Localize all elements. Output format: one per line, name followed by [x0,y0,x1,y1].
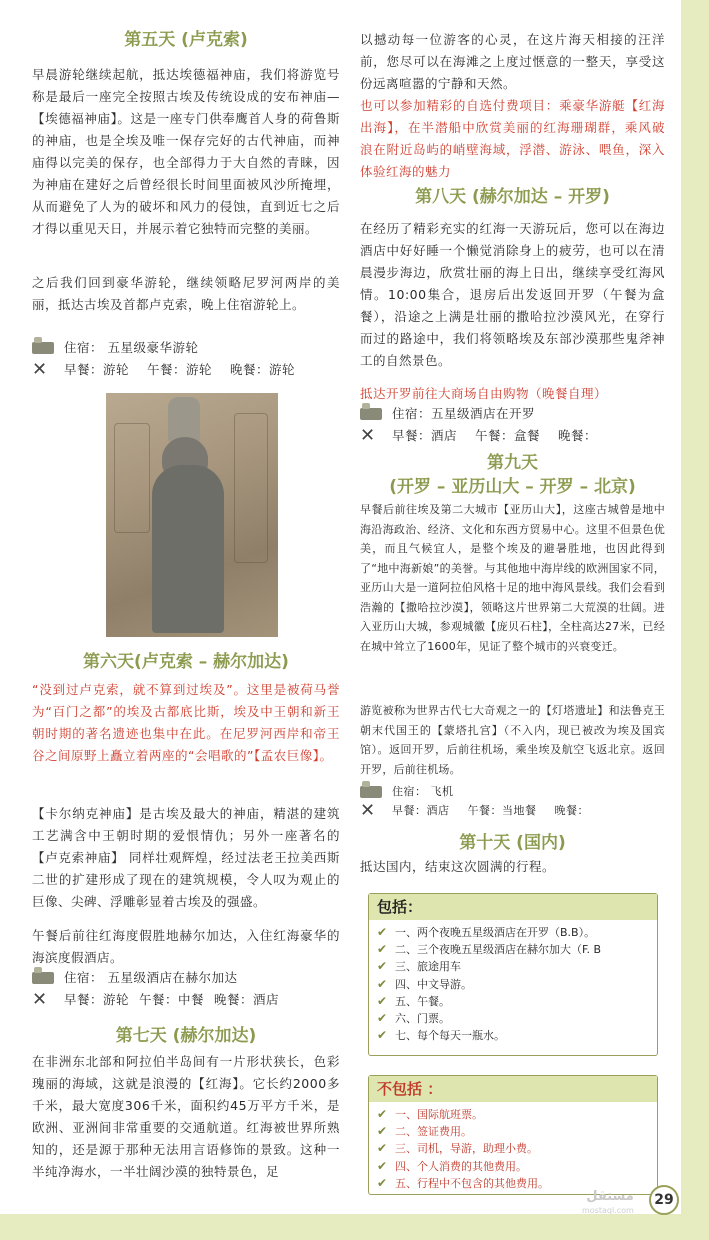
day5-stay-row [32,338,198,358]
day8-title: 第八天 (赫尔加达 – 开罗) [415,187,610,207]
day9-title: 第九天 [487,453,538,473]
list-item: ✔ 二、三个夜晚五星级酒店在赫尔加大（F. B [369,941,657,958]
check-icon: ✔ [377,976,388,991]
list-item: ✔ 三、司机，导游，助理小费。 [369,1140,657,1157]
list-item: ✔ 一、两个夜晚五星级酒店在开罗（B.B）。 [369,924,657,941]
bed-icon [360,783,384,801]
list-item: ✔ 二、签证费用。 [369,1123,657,1140]
day9-breakfast: 早餐：酒店 [392,804,450,817]
check-icon: ✔ [377,1141,388,1156]
day5-paragraph-2: 之后我们回到豪华游轮，继续领略尼罗河两岸的美丽，抵达古埃及首都卢克索，晚上住宿游轮上。 [32,275,340,312]
day9-stay: 住宿： 飞机 [392,785,454,798]
day6-meals-row [32,990,279,1010]
list-item: ✔ 三、旅途用车 [369,958,657,975]
day5-breakfast: 早餐：游轮 [64,362,130,377]
watermark-logo: مستقل mostaql.com [582,1189,634,1215]
day5-title: 第五天 (卢克索) [124,30,248,50]
day8-breakfast: 早餐：酒店 [392,428,458,443]
day6-dinner: 晚餐：酒店 [214,992,280,1007]
day9-lunch: 午餐：当地餐 [467,804,537,817]
day8-stay-row [360,404,535,424]
check-icon: ✔ [377,942,388,957]
day5-paragraph-1: 早晨游轮继续起航，抵达埃德福神庙，我们将游览号称是最后一座完全按照古埃及传统设成的安布神庙—【埃德福神庙】。这是一座专门供奉鹰首人身的荷鲁斯的神庙，也是全埃及唯一保存完好的古代神庙，而神庙得以完美的保存，也全部得力于大自然的青睐，因为神庙在建好之后曾经很长时间里面被风沙所掩埋，从而避免了人为的破坏和风力的侵蚀，直到近七之后才得以重见天日，并展示着它独特而完整的美丽。 [32,67,340,236]
excludes-box [368,1075,658,1195]
list-item: ✔ 五、午餐。 [369,993,657,1010]
day5-meals-row [32,360,295,380]
day7-optional-red-paragraph: 也可以参加精彩的自选付费项目：乘豪华游艇【红海出海】，在半潜船中欣赏美丽的红海珊瑚群，乘风破浪在附近岛屿的峭壁海域，浮潜、游泳、喂鱼，深入体验红海的魅力 [360,98,665,179]
day10-title: 第十天 (国内) [459,833,566,853]
day6-lunch: 午餐：中餐 [139,992,205,1007]
utensils-icon: ✕ [32,359,48,380]
list-item: ✔ 一、国际航班票。 [369,1106,657,1123]
day6-paragraph-2: 午餐后前往红海度假胜地赫尔加达，入住红海豪华的海滨度假酒店。 [32,928,340,965]
bed-icon [32,339,56,357]
utensils-icon: ✕ [360,800,376,821]
excludes-title: 不包括 ： [369,1076,657,1102]
day6-title: 第六天(卢克索 – 赫尔加达) [83,652,289,672]
day5-dinner: 晚餐：游轮 [230,362,296,377]
day8-dinner: 晚餐： [558,428,598,443]
check-icon: ✔ [377,1158,388,1173]
day9-dinner: 晚餐： [554,804,589,817]
list-item: ✔ 七、每个每天一瓶水。 [369,1027,657,1044]
check-icon: ✔ [377,993,388,1008]
side-decor-band [681,0,709,1240]
includes-box [368,893,658,1056]
horus-falcon-statue-image [106,393,278,637]
day9-paragraph-1: 早餐后前往埃及第二大城市【亚历山大】，这座古城曾是地中海沿海政治、经济、文化和东西方贸易中心。这里不但景色优美，而且气候宜人，是整个埃及的避暑胜地，也因此得到了“地中海新娘”的美誉。与其他地中海岸线的欧洲国家不同，亚历山大是一道阿拉伯风格十足的地中海风景线。我们会看到浩瀚的【撒哈拉沙漠】，领略这片世界第二大荒漠的壮阔。进入亚历山大城，参观城徽【庞贝石柱】，全柱高达27米，已经在城中耸立了1600年，见证了整个城市的兴衰变迁。 [360,503,665,653]
check-icon: ✔ [377,1028,388,1043]
day6-stay: 住宿： 五星级酒店在赫尔加达 [64,970,238,985]
day7-continued-paragraph: 以撼动每一位游客的心灵，在这片海天相接的汪洋前，您尽可以在海滩之上度过惬意的一整天，享受这份远离喧嚣的宁静和天然。 [360,32,665,91]
day8-stay: 住宿：五星级酒店在开罗 [392,406,536,421]
check-icon: ✔ [377,1175,388,1190]
bed-icon [360,405,384,423]
utensils-icon: ✕ [360,425,376,446]
list-item: ✔ 五、行程中不包含的其他费用。 [369,1175,657,1192]
list-item: ✔ 六、门票。 [369,1010,657,1027]
day6-red-paragraph: “没到过卢克索，就不算到过埃及”。这里是被荷马誉为“百门之都”的埃及古都底比斯，埃及中王朝和新王朝时期的著名遗迹也集中在此。在尼罗河西岸和帝王谷之间原野上矗立着两座的“会唱歌的”【孟农巨像】。 [32,682,340,763]
day8-red-line: 抵达开罗前往大商场自由购物（晚餐自理） [360,386,608,401]
check-icon: ✔ [377,1107,388,1121]
day8-lunch: 午餐：盒餐 [475,428,541,443]
day6-paragraph-1: 【卡尔纳克神庙】是古埃及最大的神庙，精湛的建筑工艺满含中王朝时期的爱恨情仇；另外一座著名的【卢克索神庙】 同样壮观辉煌，经过法老王拉美西斯二世的扩建形成了现在的建筑规模，令人叹为观止的巨像、尖碑、浮雕彰显着古埃及的强盛。 [32,806,340,909]
list-item: ✔ 四、个人消费的其他费用。 [369,1158,657,1175]
day9-stay-row [360,782,454,802]
day8-paragraph-1: 在经历了精彩充实的红海一天游玩后，您可以在海边酒店中好好睡一个懒觉消除身上的疲劳，也可以在清晨漫步海边，欣赏壮丽的海上日出，继续享受红海风情。10:00集合，退房后出发返回开罗（午餐为盒餐），沿途之上满是壮丽的撒哈拉沙漠风光，在穿行而过的路途中，我们将领略埃及东部沙漠那些鬼斧神工的自然景色。 [360,221,665,368]
includes-list [369,920,657,1044]
check-icon: ✔ [377,1011,388,1026]
includes-title: 包括： [369,894,657,920]
day9-meals-row [360,801,589,821]
page-number: 29 [649,1185,679,1215]
day6-stay-row [32,968,237,988]
excludes-list [369,1102,657,1192]
day5-stay: 住宿： 五星级豪华游轮 [64,340,199,355]
day9-subtitle: (开罗 – 亚历山大 – 开罗 – 北京) [389,477,636,497]
day10-paragraph: 抵达国内，结束这次圆满的行程。 [360,859,556,874]
check-icon: ✔ [377,959,388,974]
day8-meals-row [360,426,597,446]
check-icon: ✔ [377,925,388,939]
day6-breakfast: 早餐：游轮 [64,992,130,1007]
utensils-icon: ✕ [32,989,48,1010]
day5-lunch: 午餐：游轮 [147,362,213,377]
day7-title: 第七天 (赫尔加达) [115,1026,257,1046]
bed-icon [32,969,56,987]
day7-paragraph-1: 在非洲东北部和阿拉伯半岛间有一片形状狭长，色彩瑰丽的海域，这就是浪漫的【红海】。它长约2000多千米，最大宽度306千米，面积约45万平方千米，是欧洲、亚洲间非常重要的交通航道。红海被世界所熟知的，还是源于那种无法用言语修饰的景致。这种一半纯净海水，一半壮阔沙漠的独特景色，足 [32,1054,340,1179]
day9-paragraph-2: 游览被称为世界古代七大奇观之一的【灯塔遗址】和法鲁克王朝末代国王的【蒙塔扎宫】（不入内，现已被改为埃及国宾馆）。返回开罗，后前往机场，乘坐埃及航空飞返北京。返回开罗，后前往机场。 [360,704,665,776]
list-item: ✔ 四、中文导游。 [369,976,657,993]
check-icon: ✔ [377,1124,388,1139]
